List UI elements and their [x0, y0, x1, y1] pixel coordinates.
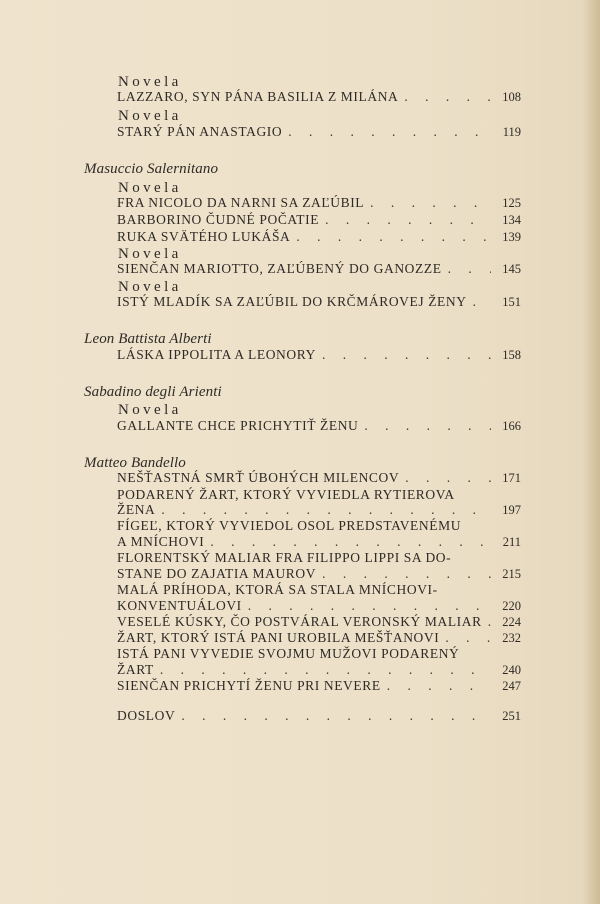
entry-page: 166	[502, 419, 521, 433]
leader-dots	[488, 614, 491, 630]
entry-page: 108	[502, 90, 521, 104]
entry-page: 232	[502, 631, 521, 645]
novela-label: Novela	[118, 74, 182, 90]
entry-page: 119	[502, 125, 521, 139]
entry-page: 211	[502, 535, 521, 549]
entry-title: SIENČAN MARIOTTO, ZAĽÚBENÝ DO GANOZZE	[117, 261, 442, 276]
leader-dots	[364, 418, 491, 434]
leader-dots	[370, 195, 491, 211]
toc-entry	[117, 89, 521, 107]
leader-dots	[181, 708, 491, 724]
entry-page: 224	[502, 615, 521, 629]
entry-page: 220	[502, 599, 521, 613]
entry-title: FRA NICOLO DA NARNI SA ZAĽÚBIL	[117, 195, 365, 210]
entry-page: 134	[502, 213, 521, 227]
toc-entry	[117, 229, 521, 247]
toc-entry	[117, 470, 521, 488]
entry-title: LÁSKA IPPOLITA A LEONORY	[117, 347, 316, 362]
entry-title: GALLANTE CHCE PRICHYTIŤ ŽENU	[117, 418, 359, 433]
entry-title: STANE DO ZAJATIA MAUROV	[117, 566, 317, 581]
entry-page: 158	[502, 348, 521, 362]
entry-title: DOSLOV	[117, 708, 176, 723]
entry-page: 197	[502, 503, 521, 517]
leader-dots	[387, 678, 491, 694]
leader-dots	[322, 347, 491, 363]
toc-entry	[117, 195, 521, 213]
entry-title: RUKA SVÄTÉHO LUKÁŠA	[117, 229, 291, 244]
toc-entry	[117, 294, 521, 312]
toc-entry	[117, 124, 521, 142]
toc-entry	[117, 678, 521, 696]
entry-title-line: ISTÁ PANI VYVEDIE SVOJMU MUŽOVI PODARENÝ	[117, 646, 460, 661]
leader-dots	[448, 261, 491, 277]
entry-title: ŽART	[117, 662, 154, 677]
leader-dots	[161, 502, 491, 518]
novela-label: Novela	[118, 180, 182, 196]
entry-page: 139	[502, 230, 521, 244]
entry-page: 251	[502, 709, 521, 723]
leader-dots	[404, 89, 491, 105]
entry-title: LAZZARO, SYN PÁNA BASILIA Z MILÁNA	[117, 89, 399, 104]
toc-entry	[117, 347, 521, 365]
leader-dots	[248, 598, 491, 614]
leader-dots	[445, 630, 491, 646]
novela-label: Novela	[118, 108, 182, 124]
author-heading: Matteo Bandello	[84, 455, 186, 471]
leader-dots	[325, 212, 491, 228]
entry-title-line: PODARENÝ ŽART, KTORÝ VYVIEDLA RYTIEROVA	[117, 487, 455, 502]
entry-page: 171	[502, 471, 521, 485]
leader-dots	[160, 662, 491, 678]
author-heading: Leon Battista Alberti	[84, 331, 212, 347]
entry-title: ŽENA	[117, 502, 156, 517]
entry-page: 125	[502, 196, 521, 210]
entry-title: ŽART, KTORÝ ISTÁ PANI UROBILA MEŠŤANOVI	[117, 630, 440, 645]
novela-label: Novela	[118, 279, 182, 295]
entry-title: A MNÍCHOVI	[117, 534, 205, 549]
toc-entry	[117, 708, 521, 726]
entry-title: KONVENTUÁLOVI	[117, 598, 242, 613]
entry-title: VESELÉ KÚSKY, ČO POSTVÁRAL VERONSKÝ MALIAR	[117, 614, 482, 629]
toc-entry	[117, 418, 521, 436]
entry-title-line: MALÁ PRÍHODA, KTORÁ SA STALA MNÍCHOVI-	[117, 582, 438, 597]
entry-page: 145	[502, 262, 521, 276]
author-heading: Sabadino degli Arienti	[84, 384, 222, 400]
novela-label: Novela	[118, 246, 182, 262]
leader-dots	[473, 294, 491, 310]
entry-page: 240	[502, 663, 521, 677]
leader-dots	[322, 566, 491, 582]
leader-dots	[210, 534, 491, 550]
toc-entry	[117, 212, 521, 230]
entry-title-line: FLORENTSKÝ MALIAR FRA FILIPPO LIPPI SA DO-	[117, 550, 452, 565]
toc-entry	[117, 261, 521, 279]
entry-title: ISTÝ MLADÍK SA ZAĽÚBIL DO KRČMÁROVEJ ŽENY	[117, 294, 467, 309]
entry-page: 247	[502, 679, 521, 693]
leader-dots	[288, 124, 491, 140]
entry-title-line: FÍGEĽ, KTORÝ VYVIEDOL OSOL PREDSTAVENÉMU	[117, 518, 462, 533]
entry-page: 215	[502, 567, 521, 581]
entry-title: SIENČAN PRICHYTÍ ŽENU PRI NEVERE	[117, 678, 381, 693]
entry-page: 151	[502, 295, 521, 309]
entry-title: STARÝ PÁN ANASTAGIO	[117, 124, 283, 139]
leader-dots	[296, 229, 491, 245]
entry-title: BARBORINO ČUDNÉ POČATIE	[117, 212, 320, 227]
entry-title: NEŠŤASTNÁ SMRŤ ÚBOHÝCH MILENCOV	[117, 470, 400, 485]
author-heading: Masuccio Salernitano	[84, 161, 219, 177]
novela-label: Novela	[118, 402, 182, 418]
leader-dots	[405, 470, 491, 486]
